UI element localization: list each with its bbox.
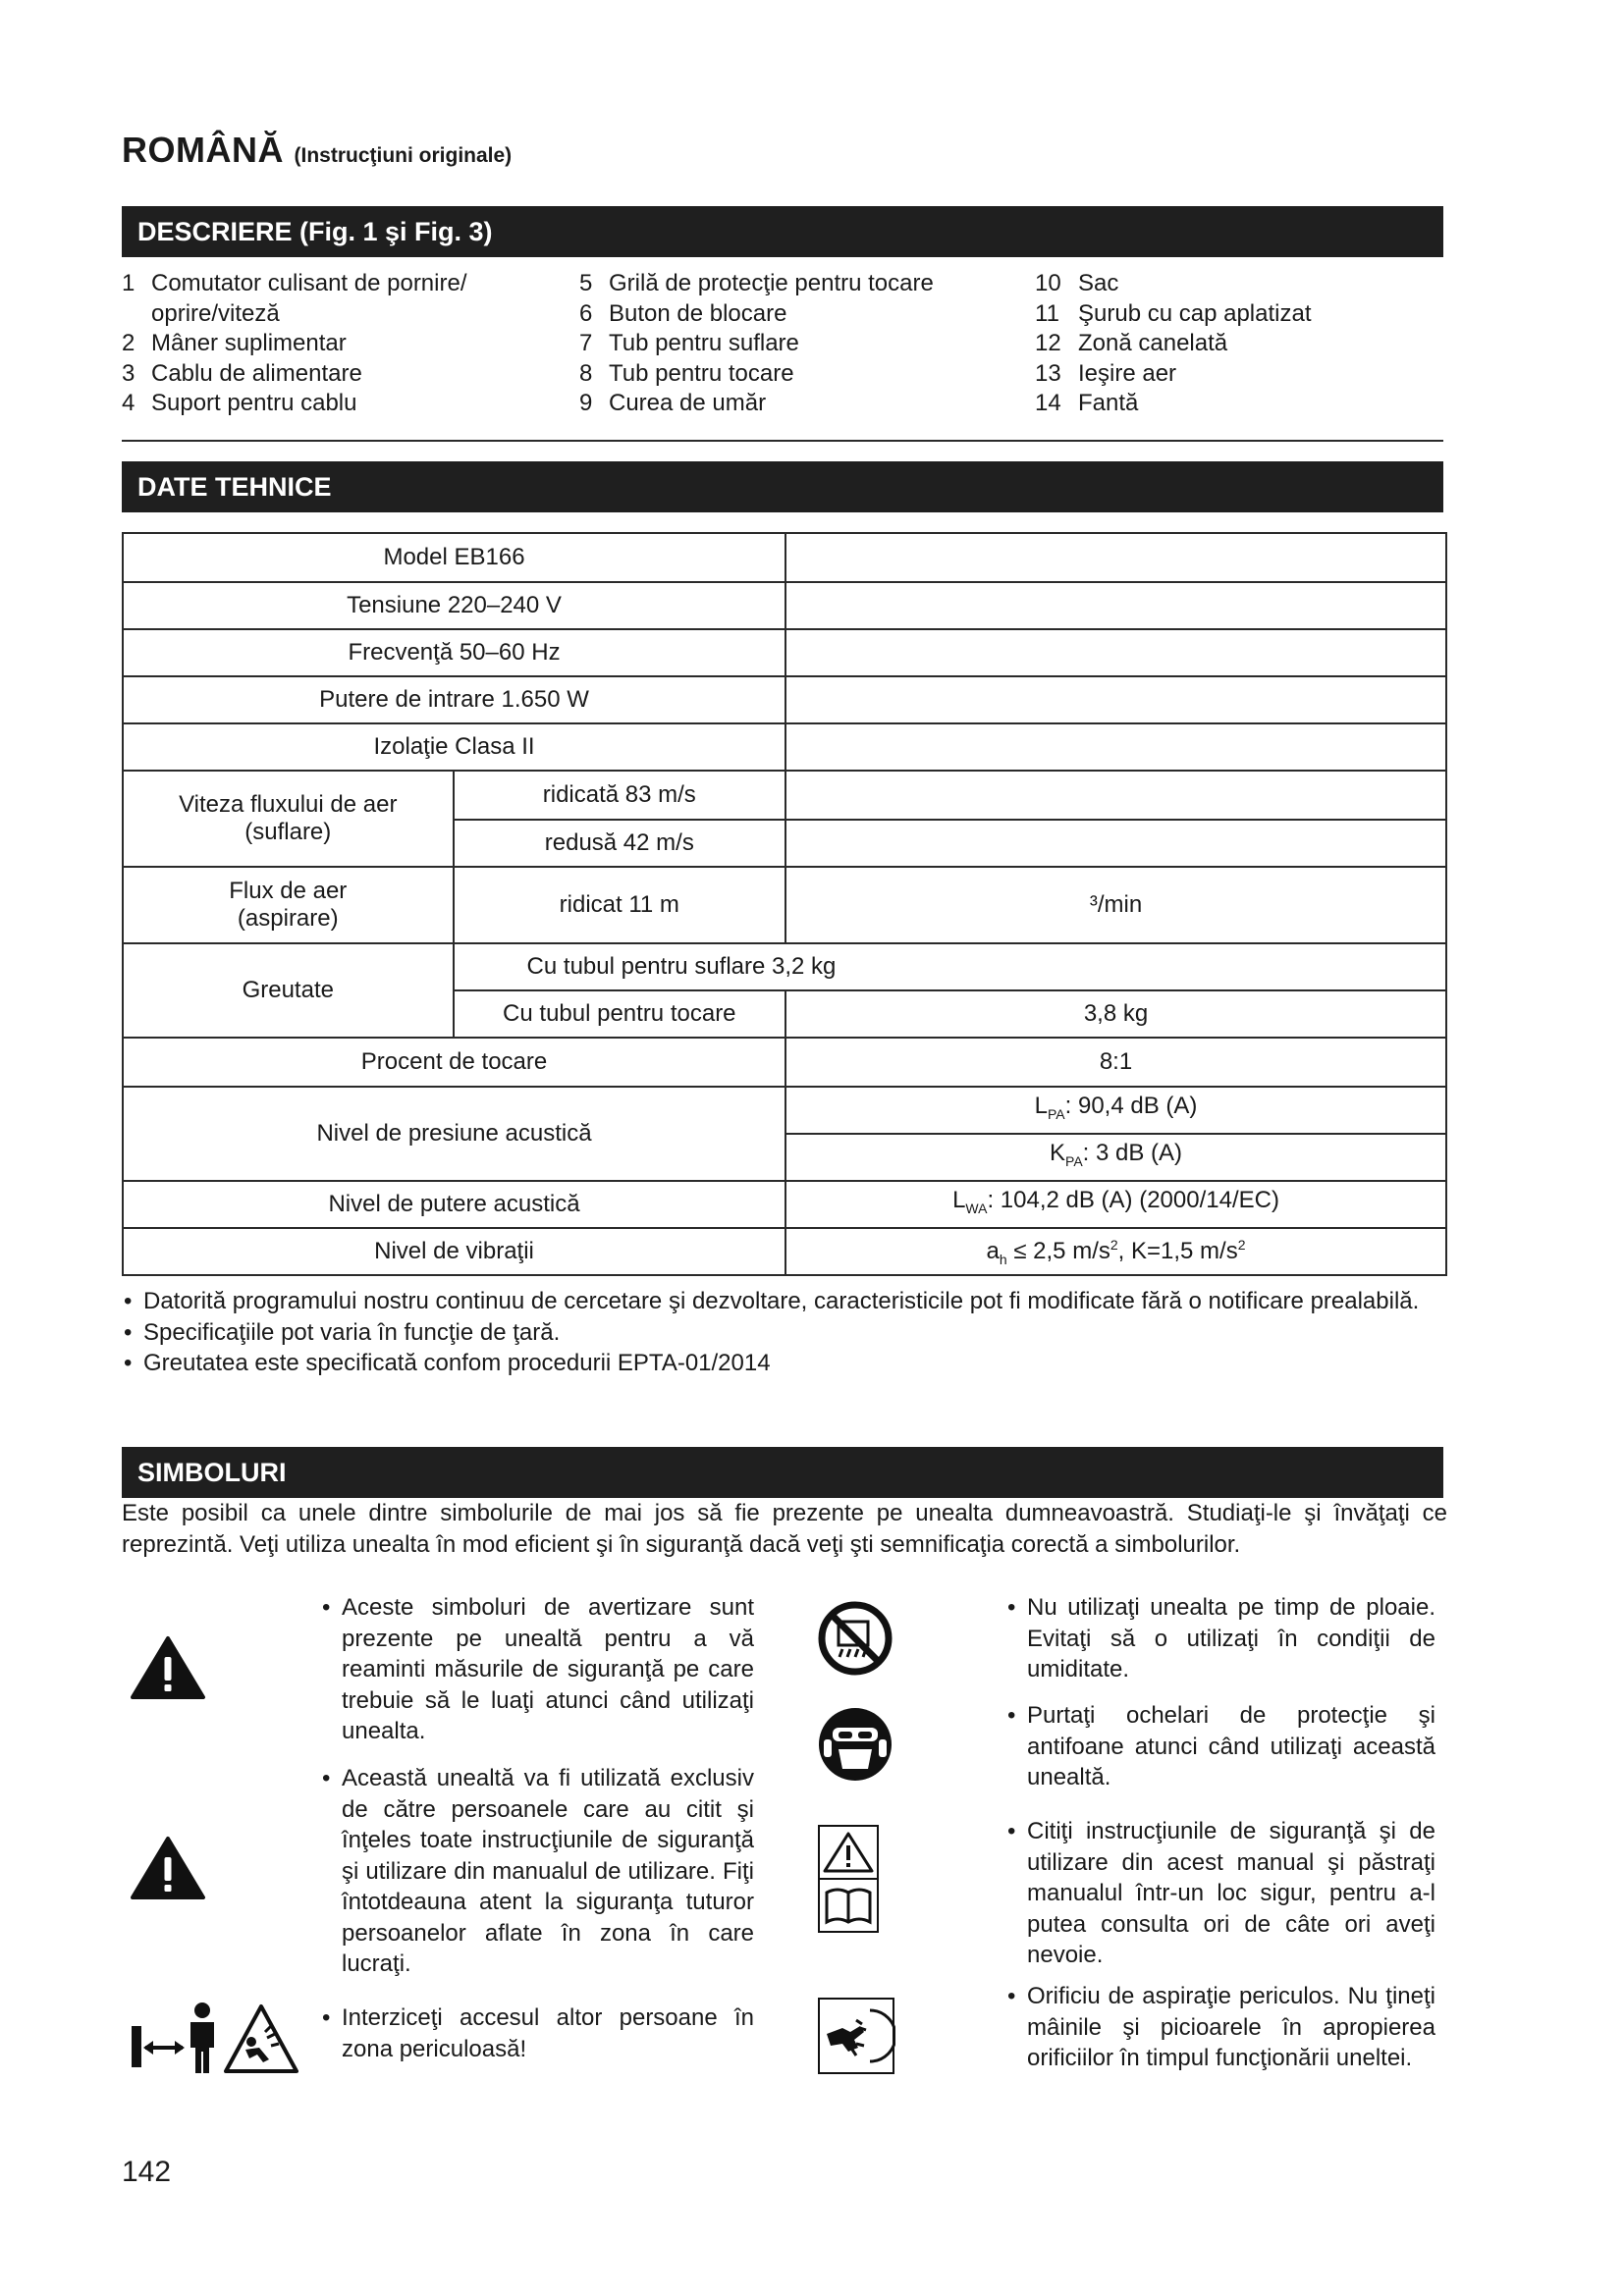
intake-hazard-icon (817, 1997, 895, 2080)
spec-airspeed-label: Viteza fluxului de aer (suflare) (123, 771, 454, 867)
table-row (123, 676, 1446, 723)
spec-voltage: Tensiune 220–240 V (123, 582, 785, 629)
description-item: 14 Fantă (1035, 390, 1139, 416)
table-row (123, 629, 1446, 676)
language-subtitle: (Instrucţiuni originale) (294, 144, 513, 167)
symbol-text: • Interziceţi accesul altor persoane în zona periculoasă! (320, 2002, 754, 2064)
tech-specs-table (122, 532, 1447, 1276)
section-divider (122, 440, 1443, 442)
language-label: ROMÂNĂ (122, 130, 284, 170)
keep-distance-icon (130, 1999, 298, 2082)
table-row (123, 1038, 1446, 1087)
spec-kpa-value: $K_{PA}$: 3 dB (A) (785, 1134, 1446, 1181)
spec-sound-pressure-label: Nivel de presiune acustică (123, 1087, 785, 1181)
table-row (123, 1181, 1446, 1228)
spec-vibration-value: $a_h \le 2,5$ $m/s^2$, K=1,5 $m/s^2$ (785, 1228, 1446, 1275)
table-row (123, 1087, 1446, 1134)
description-item: 5 Grilă de protecţie pentru tocare (579, 270, 934, 296)
spec-shred-ratio-value: 8:1 (785, 1038, 1446, 1087)
table-row (123, 533, 1446, 582)
spec-power: Putere de intrare 1.650 W (123, 676, 785, 723)
spec-weight-shred-label: Cu tubul pentru tocare (454, 990, 785, 1038)
table-row (123, 723, 1446, 771)
symbol-text: • Aceste simboluri de avertizare sunt prezente pe unealtă pentru a vă reaminti măsurile de siguranţă pe care trebuie să le luaţi atunci când utilizaţi unealta. (320, 1592, 754, 1747)
description-item: 13 Ieşire aer (1035, 359, 1177, 387)
spec-weight-label: Greutate (123, 943, 454, 1038)
section-header-tech: DATE TEHNICE (122, 461, 1443, 512)
spec-airflow-label: Flux de aer (aspirare) (123, 867, 454, 943)
symbol-text: • Nu utilizaţi unealta pe timp de ploaie. Evitaţi să o utilizaţi în condiţii de umiditate. (1005, 1592, 1435, 1685)
symbol-text: • Purtaţi ochelari de protecţie şi antifoane atunci când utilizaţi această unealtă. (1005, 1700, 1435, 1793)
warning-triangle-icon (130, 1635, 206, 1705)
description-item: 9 Curea de umăr (579, 390, 767, 416)
description-column-3 (1035, 269, 1311, 419)
description-item: 2 Mâner suplimentar (122, 330, 347, 356)
symbol-text: • Citiţi instrucţiunile de siguranţă şi de utilizare din acest manual şi păstraţi manualul într-un loc sigur, pentru a-l putea consulta ori de câte ori aveţi nevoie. (1005, 1816, 1435, 1971)
spec-weight-blow: Cu tubul pentru suflare 3,2 kg (454, 943, 1446, 990)
no-rain-icon (817, 1600, 893, 1682)
note-item: • Specificaţiile pot varia în funcţie de ţară. (122, 1317, 1447, 1349)
symbol-text: • Această unealtă va fi utilizată exclusiv de către persoanele care au citit şi înţeles toate instrucţiunile de siguranţă şi utilizare din manualul de utilizare. Fiţi întotdeauna atent la siguranţa tuturor persoanelor aflate în zona în care lucraţi. (320, 1763, 754, 1980)
table-row (123, 582, 1446, 629)
spec-sound-power-label: Nivel de putere acustică (123, 1181, 785, 1228)
spec-vibration-label: Nivel de vibraţii (123, 1228, 785, 1275)
section-header-symbols: SIMBOLURI (122, 1447, 1443, 1498)
spec-shred-ratio-label: Procent de tocare (123, 1038, 785, 1087)
table-row (123, 771, 1446, 820)
spec-model: Model EB166 (123, 533, 785, 582)
description-item: 7 Tub pentru suflare (579, 330, 799, 356)
read-manual-icon (817, 1824, 880, 1939)
description-item: 3 Cablu de alimentare (122, 359, 362, 387)
description-item: 8 Tub pentru tocare (579, 359, 794, 387)
description-item: 4 Suport pentru cablu (122, 390, 357, 416)
table-row (123, 943, 1446, 990)
spec-lwa-value: $L_{WA}$: 104,2 dB (A) (2000/14/EC) (785, 1181, 1446, 1228)
spec-frequency: Frecvenţă 50–60 Hz (123, 629, 785, 676)
description-item: 12 Zonă canelată (1035, 330, 1228, 356)
symbols-intro: Este posibil ca unele dintre simbolurile de mai jos să fie prezente pe unealta dumneavoastră. Studiaţi-le şi învăţaţi ce reprezintă. Veţi utiliza unealta în mod eficient şi în siguranţă dacă veţi şti semnificaţia corectă a simbolurilor. (122, 1500, 1447, 1558)
spec-airspeed-high: ridicată 83 m/s (454, 771, 785, 820)
spec-lpa-value: $L_{PA}$: 90,4 dB (A) (785, 1087, 1446, 1134)
spec-weight-shred-value: 3,8 kg (785, 990, 1446, 1038)
table-row (123, 1228, 1446, 1275)
description-item: 6 Buton de blocare (579, 299, 787, 327)
section-header-description: DESCRIERE (Fig. 1 şi Fig. 3) (122, 206, 1443, 257)
spec-airspeed-low: redusă 42 m/s (454, 820, 785, 867)
spec-notes (122, 1286, 1447, 1379)
note-item: • Datorită programului nostru continuu de cercetare şi dezvoltare, caracteristicile pot fi modificate fără o notificare prealabilă. (122, 1286, 1447, 1317)
description-item: 10 Sac (1035, 270, 1119, 296)
symbol-text: • Orificiu de aspiraţie periculos. Nu ţineţi mâinile şi picioarele în apropierea orificiilor în timpul funcţionării uneltei. (1005, 1981, 1435, 2074)
page-language-title (122, 130, 512, 171)
spec-airflow-high: ridicat 11 m (454, 867, 785, 943)
note-item: • Greutatea este specificată confom procedurii EPTA-01/2014 (122, 1348, 1447, 1379)
description-item: 11 Şurub cu cap aplatizat (1035, 299, 1312, 327)
spec-insulation: Izolaţie Clasa II (123, 723, 785, 771)
table-row (123, 867, 1446, 943)
description-item: 1 Comutator culisant de pornire/ oprire/viteză (122, 270, 467, 327)
description-column-1 (122, 269, 467, 419)
page-number: 142 (122, 2156, 172, 2188)
goggles-earmuffs-icon (817, 1706, 893, 1788)
warning-triangle-icon (130, 1836, 206, 1905)
description-column-2 (579, 269, 934, 419)
spec-airflow-unit: ³/min (785, 867, 1446, 943)
